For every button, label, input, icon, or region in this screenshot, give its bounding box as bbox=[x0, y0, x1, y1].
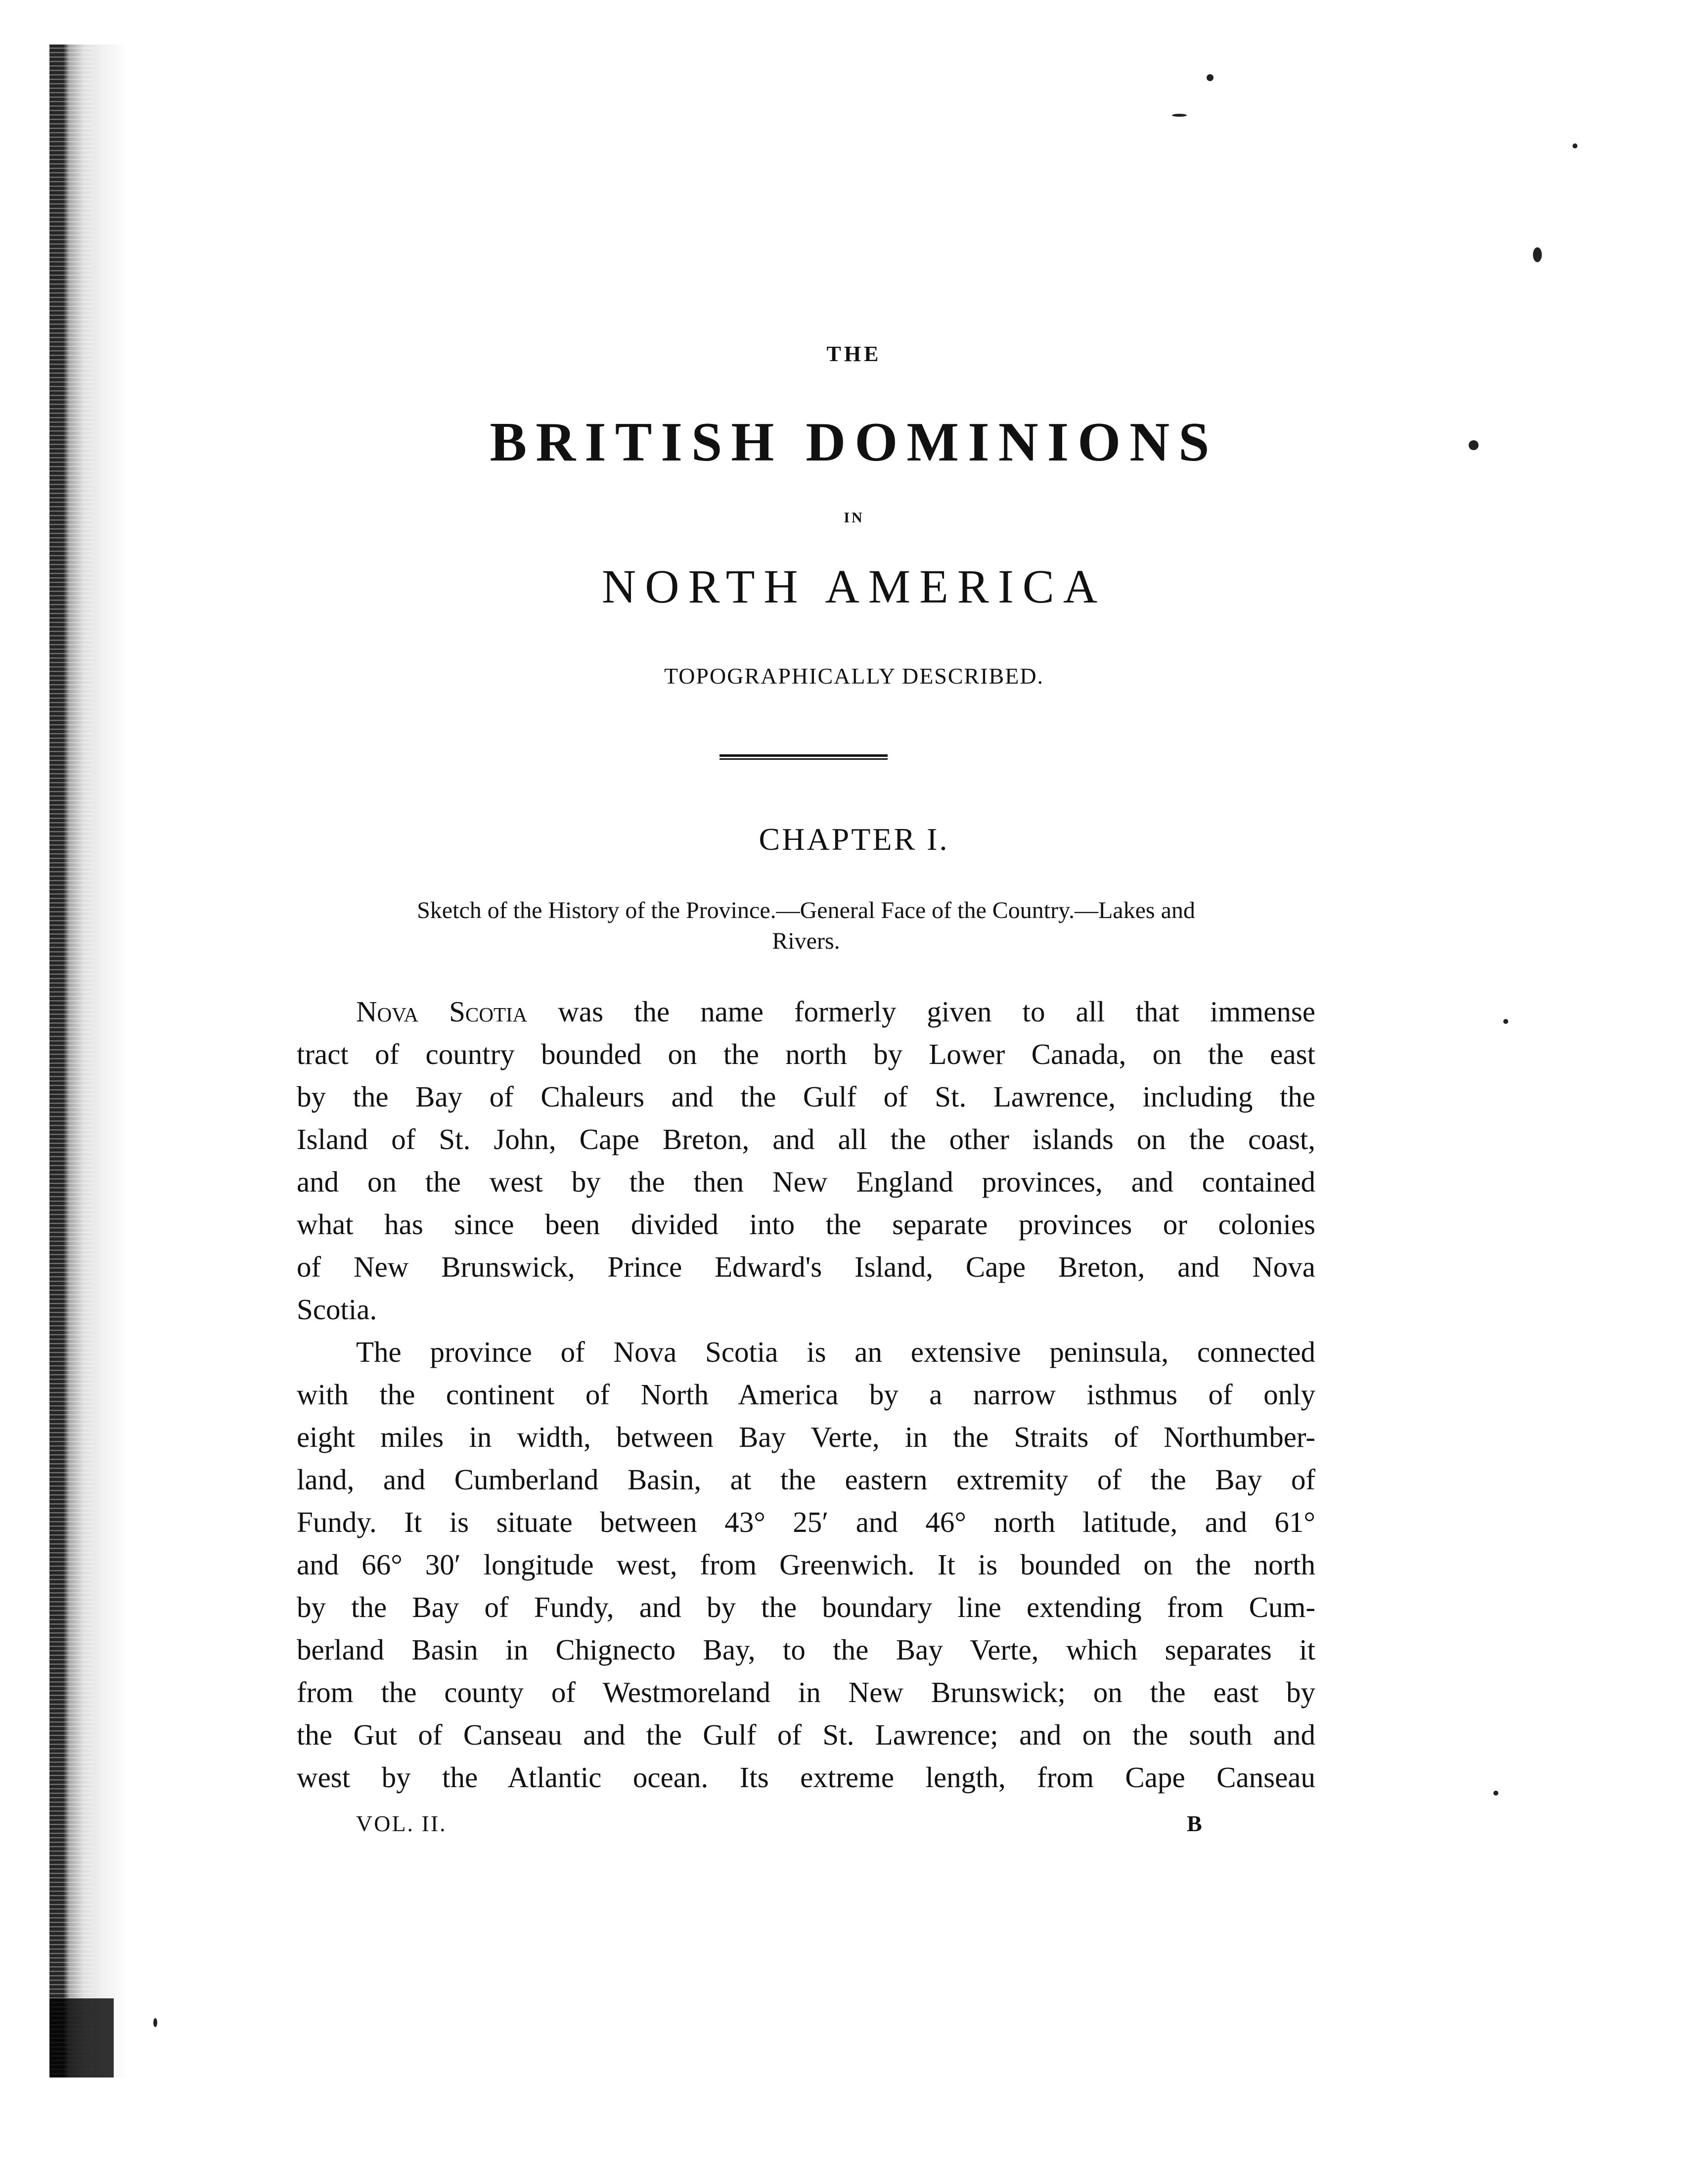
chapter-summary-line: Sketch of the History of the Province.—General Face of the Country.—Lakes and bbox=[417, 897, 1195, 923]
paragraph-line: and on the west by the then New England provinces, and contained bbox=[297, 1165, 1315, 1198]
paragraph-line: by the Bay of Chaleurs and the Gulf of St. Lawrence, including the bbox=[297, 1080, 1315, 1113]
scan-speck bbox=[1493, 1791, 1498, 1796]
scan-speck bbox=[153, 2018, 157, 2027]
scan-speck bbox=[1503, 1019, 1508, 1024]
scan-speck bbox=[1207, 74, 1214, 81]
paragraph-line: tract of country bounded on the north by Lower Canada, on the east bbox=[297, 1038, 1315, 1070]
paragraph-line: of New Brunswick, Prince Edward's Island, Cape Breton, and Nova bbox=[297, 1250, 1315, 1283]
paragraph-line: with the continent of North America by a narrow isthmus of only bbox=[297, 1378, 1315, 1411]
title-the: THE bbox=[826, 342, 882, 366]
paragraph-line: what has since been divided into the separate provinces or colonies bbox=[297, 1208, 1315, 1241]
footer-signature: B bbox=[1187, 1811, 1202, 1836]
title-subtitle: NORTH AMERICA bbox=[601, 560, 1107, 613]
chapter-summary-line: Rivers. bbox=[772, 928, 840, 954]
paragraph-line: Island of St. John, Cape Breton, and all the other islands on the coast, bbox=[297, 1123, 1315, 1155]
title-main: BRITISH DOMINIONS bbox=[490, 412, 1218, 473]
scan-speck bbox=[1469, 440, 1479, 450]
paragraph-line: Fundy. It is situate between 43° 25′ and 46° north latitude, and 61° bbox=[297, 1506, 1315, 1538]
paragraph-line: west by the Atlantic ocean. Its extreme length, from Cape Canseau bbox=[297, 1761, 1315, 1794]
chapter-summary bbox=[297, 895, 1315, 957]
scan-speck bbox=[1533, 247, 1542, 262]
paragraph-line: eight miles in width, between Bay Verte, in the Straits of Northumber- bbox=[297, 1421, 1315, 1453]
chapter-heading: CHAPTER I. bbox=[759, 822, 949, 857]
paragraph-line: berland Basin in Chignecto Bay, to the Bay Verte, which separates it bbox=[297, 1633, 1315, 1666]
lead-small-caps: Nova Scotia bbox=[356, 995, 528, 1028]
double-rule-divider bbox=[719, 754, 888, 761]
body-text bbox=[297, 990, 1315, 1799]
paragraph-line: The province of Nova Scotia is an extensive peninsula, connected bbox=[356, 1336, 1315, 1368]
paragraph-line: land, and Cumberland Basin, at the eastern extremity of the Bay of bbox=[297, 1463, 1315, 1496]
paragraph-line: Nova Scotia was the name formerly given to all that immense bbox=[356, 995, 1315, 1028]
paragraph-line: from the county of Westmoreland in New Brunswick; on the east by bbox=[297, 1676, 1315, 1708]
paragraph-line: by the Bay of Fundy, and by the boundary line extending from Cum- bbox=[297, 1591, 1315, 1623]
scan-speck bbox=[1172, 114, 1187, 117]
title-in: IN bbox=[844, 509, 864, 526]
footer-volume: VOL. II. bbox=[356, 1811, 447, 1836]
paragraph-line: the Gut of Canseau and the Gulf of St. Lawrence; and on the south and bbox=[297, 1718, 1315, 1751]
scan-speck bbox=[1573, 143, 1577, 148]
paragraph-line: and 66° 30′ longitude west, from Greenwich. It is bounded on the north bbox=[297, 1548, 1315, 1581]
paragraph-line: Scotia. bbox=[297, 1293, 377, 1326]
title-description: TOPOGRAPHICALLY DESCRIBED. bbox=[664, 663, 1044, 689]
